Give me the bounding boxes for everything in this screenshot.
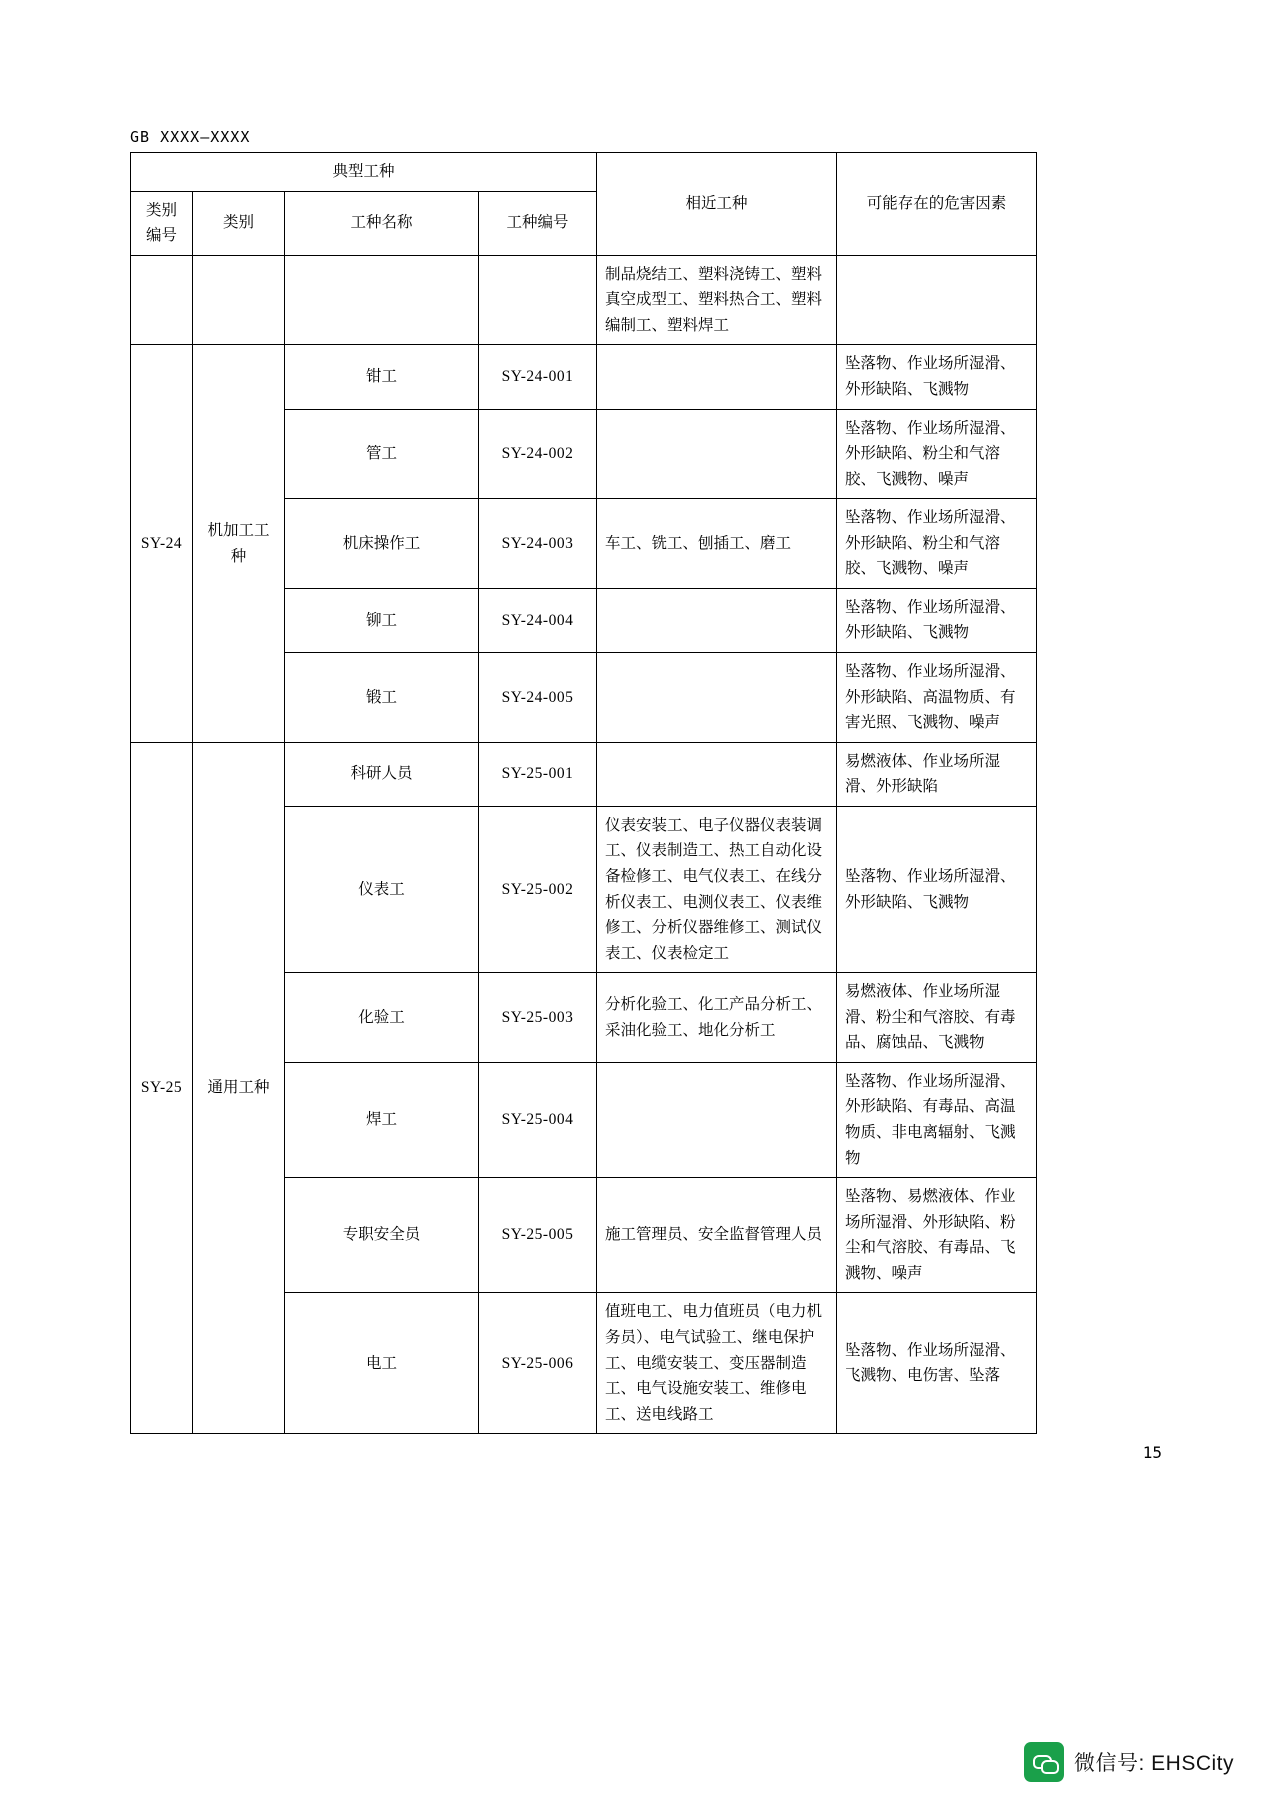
cell-category: 机加工工种 — [193, 345, 285, 742]
cell-similar-jobs: 制品烧结工、塑料浇铸工、塑料真空成型工、塑料热合工、塑料编制工、塑料焊工 — [597, 255, 837, 345]
cell-job-name: 铆工 — [285, 588, 479, 652]
header-job-name: 工种名称 — [285, 191, 479, 255]
cell-job-code: SY-25-003 — [479, 973, 597, 1063]
cell-category-number — [131, 255, 193, 345]
cell-category — [193, 255, 285, 345]
cell-job-name: 电工 — [285, 1293, 479, 1434]
cell-similar-jobs: 车工、铣工、刨插工、磨工 — [597, 499, 837, 589]
header-similar-jobs: 相近工种 — [597, 153, 837, 256]
table-header-row-1 — [131, 153, 1037, 192]
cell-job-code: SY-24-002 — [479, 409, 597, 499]
cell-job-code: SY-25-006 — [479, 1293, 597, 1434]
header-job-code: 工种编号 — [479, 191, 597, 255]
cell-hazards: 坠落物、作业场所湿滑、外形缺陷、有毒品、高温物质、非电离辐射、飞溅物 — [837, 1062, 1037, 1177]
page-number: 15 — [1142, 1443, 1162, 1462]
cell-hazards: 坠落物、作业场所湿滑、外形缺陷、飞溅物 — [837, 588, 1037, 652]
table-body — [131, 255, 1037, 1434]
cell-similar-jobs: 仪表安装工、电子仪器仪表装调工、仪表制造工、热工自动化设备检修工、电气仪表工、在线分析仪表工、电测仪表工、仪表维修工、分析仪器维修工、测试仪表工、仪表检定工 — [597, 806, 837, 972]
cell-similar-jobs — [597, 409, 837, 499]
header-category-number-line1: 类别 — [145, 201, 177, 219]
cell-similar-jobs: 分析化验工、化工产品分析工、采油化验工、地化分析工 — [597, 973, 837, 1063]
table-row — [131, 742, 1037, 806]
cell-job-name: 管工 — [285, 409, 479, 499]
cell-similar-jobs: 施工管理员、安全监督管理人员 — [597, 1178, 837, 1293]
header-category: 类别 — [193, 191, 285, 255]
cell-hazards: 坠落物、易燃液体、作业场所湿滑、外形缺陷、粉尘和气溶胶、有毒品、飞溅物、噪声 — [837, 1178, 1037, 1293]
cell-job-name: 钳工 — [285, 345, 479, 409]
cell-similar-jobs — [597, 653, 837, 743]
cell-similar-jobs — [597, 345, 837, 409]
table-row — [131, 255, 1037, 345]
cell-hazards: 坠落物、作业场所湿滑、外形缺陷、粉尘和气溶胶、飞溅物、噪声 — [837, 409, 1037, 499]
cell-hazards: 易燃液体、作业场所湿滑、粉尘和气溶胶、有毒品、腐蚀品、飞溅物 — [837, 973, 1037, 1063]
cell-job-name: 化验工 — [285, 973, 479, 1063]
standard-code-header: GB XXXX—XXXX — [130, 128, 251, 146]
watermark — [1024, 1742, 1234, 1782]
cell-similar-jobs — [597, 588, 837, 652]
cell-hazards: 易燃液体、作业场所湿滑、外形缺陷 — [837, 742, 1037, 806]
cell-category-number: SY-24 — [131, 345, 193, 742]
cell-hazards: 坠落物、作业场所湿滑、外形缺陷、粉尘和气溶胶、飞溅物、噪声 — [837, 499, 1037, 589]
cell-similar-jobs — [597, 1062, 837, 1177]
cell-job-name — [285, 255, 479, 345]
cell-category-number: SY-25 — [131, 742, 193, 1434]
cell-job-name: 机床操作工 — [285, 499, 479, 589]
cell-job-code: SY-24-001 — [479, 345, 597, 409]
cell-job-code: SY-25-002 — [479, 806, 597, 972]
cell-hazards: 坠落物、作业场所湿滑、外形缺陷、飞溅物 — [837, 806, 1037, 972]
cell-job-code: SY-25-005 — [479, 1178, 597, 1293]
table-head — [131, 153, 1037, 256]
cell-similar-jobs — [597, 742, 837, 806]
table-row — [131, 345, 1037, 409]
wechat-icon — [1024, 1742, 1064, 1782]
cell-job-name: 科研人员 — [285, 742, 479, 806]
header-typical-job-group: 典型工种 — [131, 153, 597, 192]
job-category-table — [130, 152, 1037, 1434]
cell-job-code: SY-25-004 — [479, 1062, 597, 1177]
cell-job-name: 仪表工 — [285, 806, 479, 972]
header-hazards: 可能存在的危害因素 — [837, 153, 1037, 256]
cell-job-name: 焊工 — [285, 1062, 479, 1177]
header-category-number-line2: 编号 — [145, 227, 177, 245]
cell-hazards: 坠落物、作业场所湿滑、外形缺陷、高温物质、有害光照、飞溅物、噪声 — [837, 653, 1037, 743]
header-category-number — [131, 191, 193, 255]
cell-job-code: SY-24-004 — [479, 588, 597, 652]
cell-job-code: SY-25-001 — [479, 742, 597, 806]
cell-similar-jobs: 值班电工、电力值班员（电力机务员）、电气试验工、继电保护工、电缆安装工、变压器制造工、电气设施安装工、维修电工、送电线路工 — [597, 1293, 837, 1434]
cell-hazards: 坠落物、作业场所湿滑、外形缺陷、飞溅物 — [837, 345, 1037, 409]
cell-job-name: 专职安全员 — [285, 1178, 479, 1293]
cell-job-code: SY-24-005 — [479, 653, 597, 743]
cell-job-name: 锻工 — [285, 653, 479, 743]
cell-hazards: 坠落物、作业场所湿滑、飞溅物、电伤害、坠落 — [837, 1293, 1037, 1434]
watermark-label: 微信号: EHSCity — [1073, 1752, 1234, 1775]
cell-job-code: SY-24-003 — [479, 499, 597, 589]
cell-job-code — [479, 255, 597, 345]
cell-hazards — [837, 255, 1037, 345]
cell-category: 通用工种 — [193, 742, 285, 1434]
